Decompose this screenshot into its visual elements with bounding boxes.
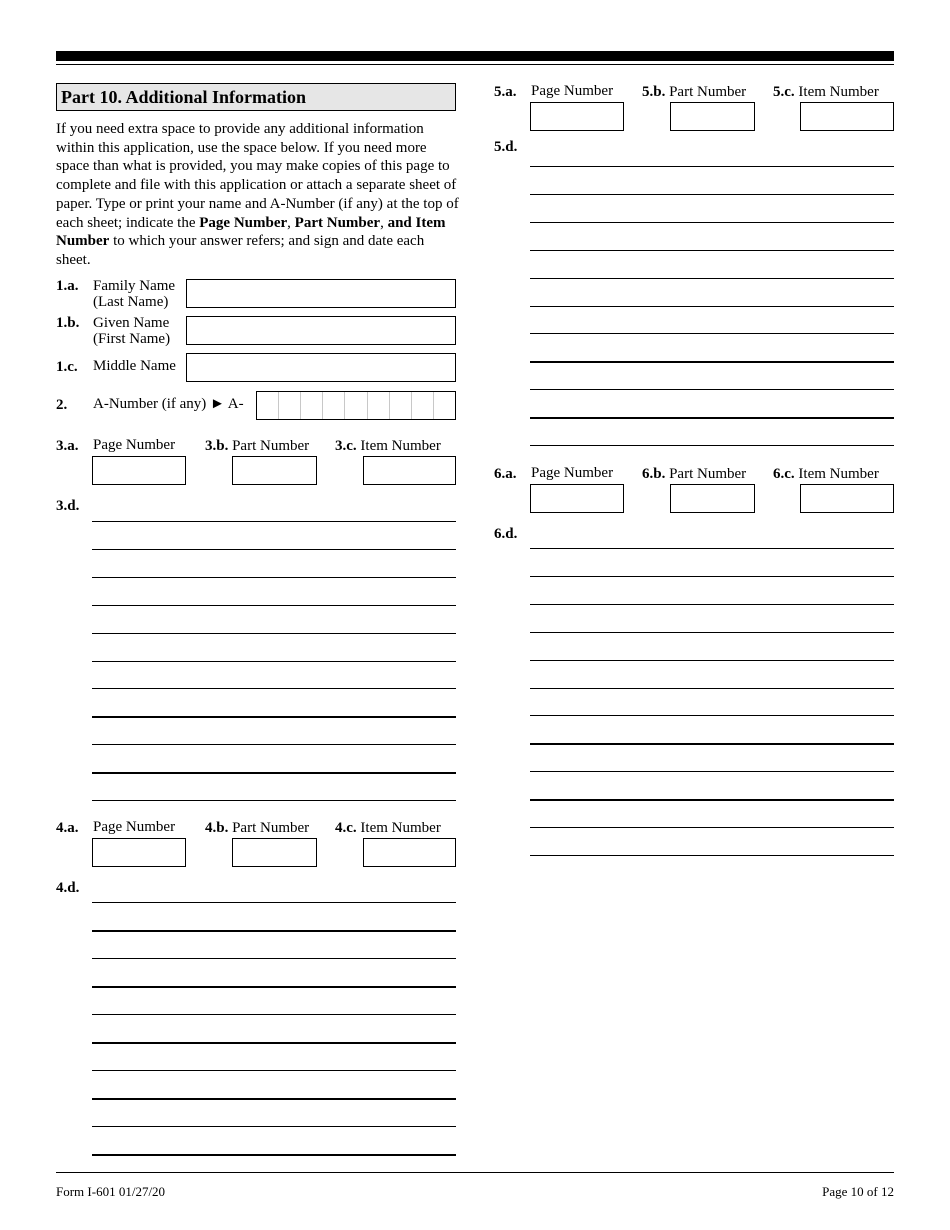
- answer-3d-line[interactable]: [92, 661, 456, 663]
- page-number-label: Page Number: [531, 465, 614, 481]
- a-number-cell: [412, 392, 434, 419]
- a-number-cell: [301, 392, 323, 419]
- page-number-label: Page Number: [531, 83, 614, 99]
- answer-5d-line[interactable]: [530, 306, 894, 308]
- page-number-input-5[interactable]: [530, 102, 624, 131]
- middle-name-label: Middle Name: [93, 358, 176, 374]
- answer-4d-line[interactable]: [92, 958, 456, 959]
- item-number-6d: 6.d.: [494, 526, 518, 542]
- answer-6d-line[interactable]: [530, 632, 894, 634]
- answer-6d-line[interactable]: [530, 771, 894, 772]
- a-number-cell: [279, 392, 301, 419]
- part-number-label: 3.b. Part Number: [205, 438, 310, 454]
- answer-4d-line[interactable]: [92, 902, 456, 903]
- answer-5d-line[interactable]: [530, 166, 894, 167]
- page-number-input-4[interactable]: [92, 838, 186, 867]
- page-number-input-3[interactable]: [92, 456, 186, 485]
- item-number-5d: 5.d.: [494, 139, 518, 155]
- answer-4d-line[interactable]: [92, 1154, 456, 1156]
- item-number-label: 6.c. Item Number: [773, 466, 879, 482]
- family-name-input[interactable]: [186, 279, 456, 308]
- item-number-2: 2.: [56, 397, 68, 413]
- answer-4d-line[interactable]: [92, 986, 456, 988]
- part-number-label: 6.b. Part Number: [642, 466, 747, 482]
- answer-3d-line[interactable]: [92, 716, 456, 718]
- item-number-input-3[interactable]: [363, 456, 456, 485]
- answer-5d-line[interactable]: [530, 333, 894, 334]
- answer-6d-line[interactable]: [530, 604, 894, 605]
- answer-3d-line[interactable]: [92, 772, 456, 774]
- part-number-label: 5.b. Part Number: [642, 84, 747, 100]
- a-number-input[interactable]: [256, 391, 456, 420]
- item-number-4d: 4.d.: [56, 880, 80, 896]
- page-number-label: Page Number: [93, 819, 176, 835]
- item-number-1b: 1.b.: [56, 315, 80, 331]
- a-number-cell: [345, 392, 367, 419]
- answer-6d-line[interactable]: [530, 576, 894, 578]
- answer-5d-line[interactable]: [530, 361, 894, 363]
- answer-4d-line[interactable]: [92, 1126, 456, 1127]
- answer-4d-line[interactable]: [92, 1070, 456, 1071]
- footer-rule: [56, 1172, 894, 1173]
- answer-4d-line[interactable]: [92, 1014, 456, 1015]
- answer-5d-line[interactable]: [530, 445, 894, 446]
- family-name-label: Family Name (Last Name): [93, 278, 176, 310]
- a-number-cell: [257, 392, 279, 419]
- answer-4d-line[interactable]: [92, 930, 456, 932]
- page-number-label: Page Number: [93, 437, 176, 453]
- given-name-input[interactable]: [186, 316, 456, 345]
- form-id: Form I-601 01/27/20: [56, 1184, 166, 1199]
- a-number-label: A-Number (if any) ► A-: [93, 396, 244, 412]
- answer-5d-line[interactable]: [530, 389, 894, 390]
- page-number-input-6[interactable]: [530, 484, 624, 513]
- part-number-input-3[interactable]: [232, 456, 317, 485]
- answer-3d-line[interactable]: [92, 688, 456, 689]
- a-number-cell: [434, 392, 455, 419]
- given-name-label: Given Name (First Name): [93, 315, 171, 347]
- item-number-5a: 5.a.: [494, 84, 517, 100]
- a-number-cell: [390, 392, 412, 419]
- answer-5d-line[interactable]: [530, 194, 894, 196]
- answer-6d-line[interactable]: [530, 855, 894, 857]
- item-number-label: 3.c. Item Number: [335, 438, 441, 454]
- page-indicator: Page 10 of 12: [822, 1184, 894, 1199]
- a-number-cell: [323, 392, 345, 419]
- answer-3d-line[interactable]: [92, 521, 456, 522]
- instructions-text: If you need extra space to provide any additional information within this application, use the space below. If you need more space than what is provided, you may make copies of this page to complete and file with this application or attach a separate sheet of paper. Type or print your name and A-Number (if any) at the top of each sheet; indicate the Page Number, Part Number, and Item Number to which your answer refers; and sign and date each sheet.: [56, 121, 459, 268]
- part-number-label: 4.b. Part Number: [205, 820, 310, 836]
- a-number-cell: [368, 392, 390, 419]
- item-number-input-6[interactable]: [800, 484, 894, 513]
- answer-3d-line[interactable]: [92, 549, 456, 551]
- item-number-4a: 4.a.: [56, 820, 79, 836]
- answer-6d-line[interactable]: [530, 688, 894, 690]
- answer-5d-line[interactable]: [530, 250, 894, 252]
- part-title: Part 10. Additional Information: [56, 83, 456, 111]
- answer-6d-line[interactable]: [530, 743, 894, 745]
- answer-6d-line[interactable]: [530, 660, 894, 661]
- answer-5d-line[interactable]: [530, 278, 894, 279]
- item-number-6a: 6.a.: [494, 466, 517, 482]
- answer-6d-line[interactable]: [530, 827, 894, 828]
- answer-3d-line[interactable]: [92, 800, 456, 801]
- top-rule-thick: [56, 51, 894, 61]
- item-number-input-4[interactable]: [363, 838, 456, 867]
- top-rule-thin: [56, 64, 894, 65]
- item-number-label: 4.c. Item Number: [335, 820, 441, 836]
- answer-4d-line[interactable]: [92, 1042, 456, 1044]
- answer-6d-line[interactable]: [530, 715, 894, 716]
- item-number-input-5[interactable]: [800, 102, 894, 131]
- part-number-input-6[interactable]: [670, 484, 755, 513]
- answer-5d-line[interactable]: [530, 417, 894, 419]
- answer-6d-line[interactable]: [530, 548, 894, 549]
- answer-5d-line[interactable]: [530, 222, 894, 223]
- item-number-3a: 3.a.: [56, 438, 79, 454]
- item-number-label: 5.c. Item Number: [773, 84, 879, 100]
- answer-4d-line[interactable]: [92, 1098, 456, 1100]
- answer-6d-line[interactable]: [530, 799, 894, 801]
- item-number-3d: 3.d.: [56, 498, 80, 514]
- answer-3d-line[interactable]: [92, 744, 456, 745]
- middle-name-input[interactable]: [186, 353, 456, 382]
- part-number-input-4[interactable]: [232, 838, 317, 867]
- item-number-1a: 1.a.: [56, 278, 79, 294]
- answer-3d-line[interactable]: [92, 577, 456, 578]
- answer-3d-line[interactable]: [92, 605, 456, 607]
- item-number-1c: 1.c.: [56, 359, 78, 375]
- answer-3d-line[interactable]: [92, 633, 456, 634]
- part-number-input-5[interactable]: [670, 102, 755, 131]
